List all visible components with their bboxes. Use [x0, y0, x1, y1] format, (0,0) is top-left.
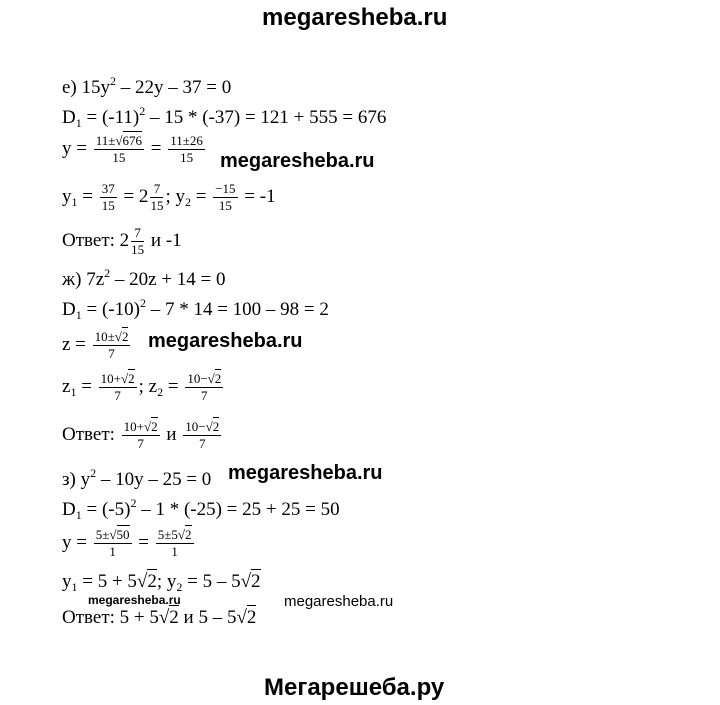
fraction: $\frac{10-√2}{7}$	[185, 419, 220, 451]
part-e-answer: Ответ: 2 $\frac{7}{15}$ и -1	[62, 225, 182, 257]
fraction: $\frac{10+√2}{7}$	[123, 419, 158, 451]
fraction: $\frac{11\pm√676}{15}$	[95, 133, 143, 165]
watermark-inline-1: megaresheba.ru	[220, 150, 375, 172]
part-z-roots-formula: y = $\frac{5\pm√50}{1}$ = $\frac{5\pm 5√2}{1}$	[62, 527, 192, 559]
part-z-roots: $y_1 = 5 + 5√2$; $y_2 = 5 - 5√2$	[62, 571, 261, 594]
part-zh-answer: Ответ: $\frac{10+√2}{7}$ и $\frac{10-√2}{7}$	[62, 419, 220, 451]
watermark-small-right: megaresheba.ru	[284, 593, 394, 610]
watermark-top: megaresheba.ru	[262, 4, 448, 31]
fraction: $\frac{10+√2}{7}$	[100, 371, 135, 403]
fraction: $\frac{5\pm√50}{1}$	[95, 527, 130, 559]
watermark-bottom: Мегарешеба.ру	[264, 674, 445, 701]
watermark-inline-3: megaresheba.ru	[228, 462, 383, 484]
part-z-equation: з) $y^2 - 10y - 25 = 0$	[62, 466, 212, 490]
fraction: $\frac{10\pm√2}{7}$	[94, 329, 129, 361]
fraction: $\frac{37}{15}$	[101, 181, 115, 213]
part-e-roots: $y_1$ = $\frac{37}{15}$ = 2 $\frac{7}{15}$ ; $y_2$ = $\frac{-15}{15}$ = -1	[62, 181, 276, 213]
part-zh-equation: ж) $7z^2 - 20z + 14 = 0$	[62, 266, 226, 290]
part-e-roots-formula: y = $\frac{11\pm√676}{15}$ = $\frac{11\pm 26}{15}$	[62, 133, 203, 165]
fraction: $\frac{7}{15}$	[131, 225, 145, 257]
watermark-inline-2: megaresheba.ru	[148, 330, 303, 352]
part-z-answer: Ответ: 5 + 5√2 и 5 – 5√2	[62, 607, 257, 628]
part-zh-roots-formula: z = $\frac{10\pm√2}{7}$	[62, 329, 129, 361]
fraction: $\frac{11\pm 26}{15}$	[170, 133, 203, 165]
watermark-small-left: megaresheba.ru	[88, 593, 181, 607]
part-z-discriminant: $D_1 = (-5)^2 - 1 * (-25) = 25 + 25 = 50$	[62, 496, 340, 522]
part-e-equation: е) $15y^2 - 22y - 37 = 0$	[62, 74, 232, 98]
part-zh-roots: $z_1$ = $\frac{10+√2}{7}$ ; $z_2$ = $\frac{10-√2}{7}$	[62, 371, 222, 403]
part-zh-discriminant: $D_1 = (-10)^2 - 7 * 14 = 100 - 98 = 2$	[62, 296, 329, 322]
fraction: $\frac{10-√2}{7}$	[187, 371, 222, 403]
fraction: $\frac{5\pm 5√2}{1}$	[157, 527, 192, 559]
fraction: $\frac{7}{15}$	[150, 181, 164, 213]
part-e-discriminant: $D_1 = (-11)^2 - 15 * (-37) = 121 + 555 = 676$	[62, 104, 387, 130]
fraction: $\frac{-15}{15}$	[215, 181, 236, 213]
